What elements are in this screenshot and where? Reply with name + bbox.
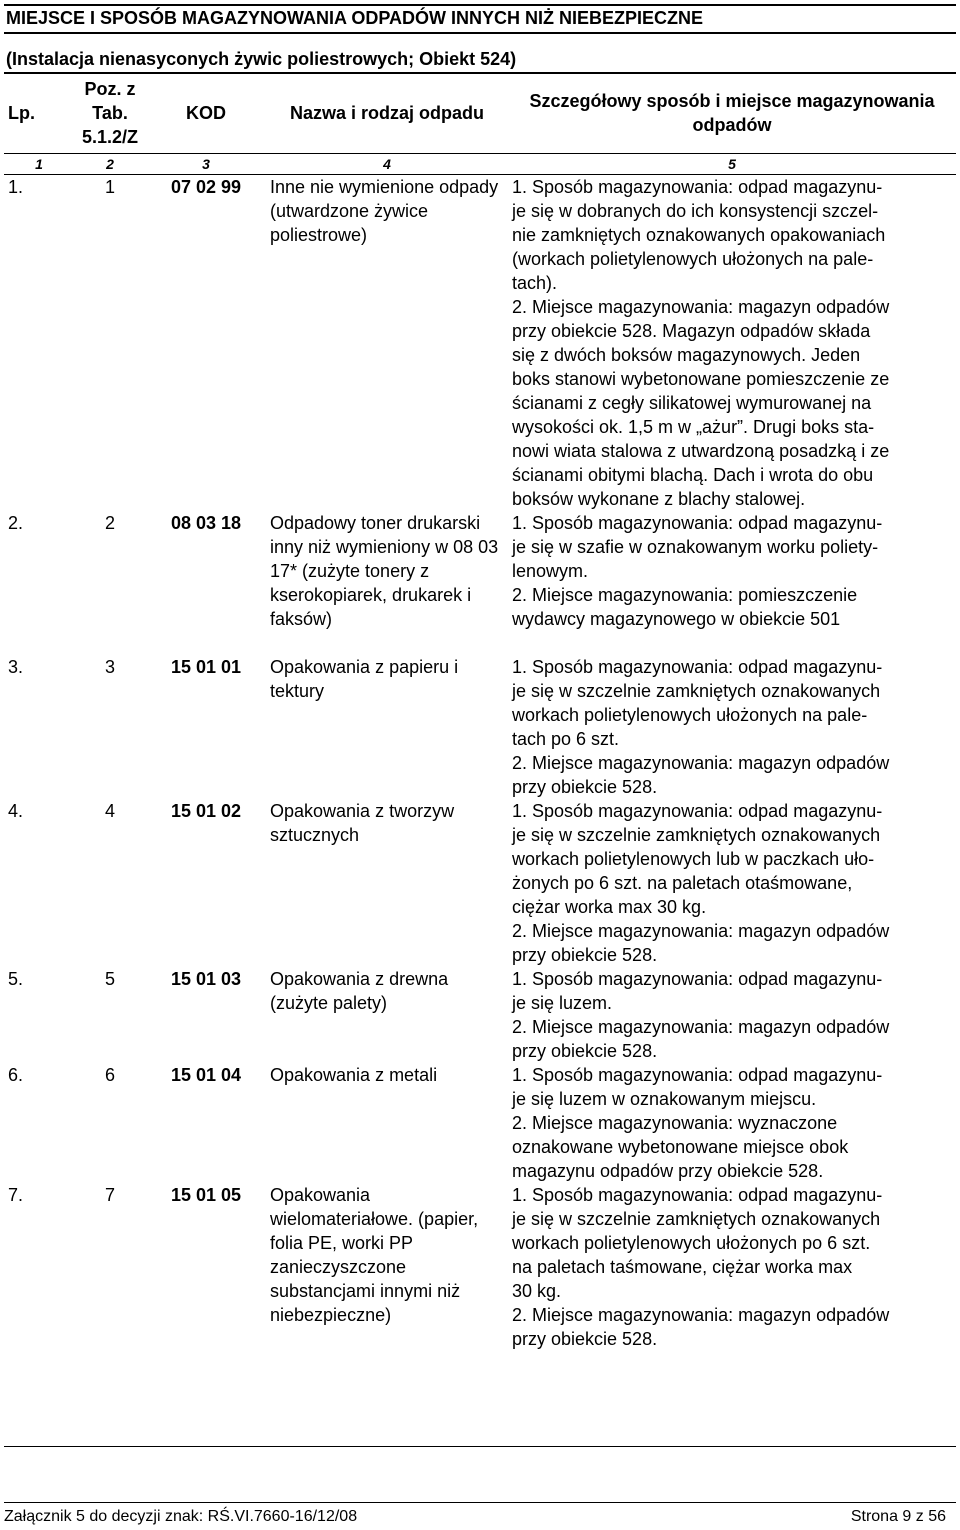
description-line: 2. Miejsce magazynowania: pomieszczenie <box>512 584 858 605</box>
row-storage-description <box>508 655 956 799</box>
description-line: żonych po 6 szt. na paletach otaśmowane, <box>512 872 853 893</box>
description-line: przy obiekcie 528. Magazyn odpadów składa <box>512 320 871 341</box>
column-number-row <box>4 153 956 174</box>
row-storage-description <box>508 799 956 967</box>
description-line: ścianami z cegły silikatowej wymurowanej na <box>512 392 872 413</box>
description-line: lenowym. <box>512 560 589 581</box>
row-kod: 15 01 03 <box>170 968 242 989</box>
description-line: 2. Miejsce magazynowania: magazyn odpadów <box>512 296 890 317</box>
description-line: je się luzem w oznakowanym miejscu. <box>512 1088 817 1109</box>
header-lp: Lp. <box>4 73 74 153</box>
row-poz: 5 <box>104 968 115 989</box>
row-lp: 7. <box>4 1183 74 1447</box>
description-line: 1. Sposób magazynowania: odpad magazynu- <box>512 1064 883 1085</box>
row-storage-description <box>508 511 956 655</box>
header-kod: KOD <box>146 73 266 153</box>
description-line: ścianami obitymi blachą. Dach i wrota do obu <box>512 464 874 485</box>
waste-storage-table <box>4 72 956 1447</box>
column-number: 4 <box>266 153 508 174</box>
header-row <box>4 73 956 153</box>
table-row <box>4 967 956 1063</box>
row-storage-description <box>508 1063 956 1183</box>
description-line: tach po 6 szt. <box>512 728 620 749</box>
row-waste-name: Odpadowy toner drukarski inny niż wymieniony w 08 03 17* (zużyte tonery z kserokopiarek, drukarek i faksów) <box>270 512 499 629</box>
row-lp: 2. <box>8 512 24 533</box>
description-line: (workach polietylenowych ułożonych na pale- <box>512 248 874 269</box>
column-number: 2 <box>74 153 146 174</box>
document-title: MIEJSCE I SPOSÓB MAGAZYNOWANIA ODPADÓW INNYCH NIŻ NIEBEZPIECZNE <box>4 4 956 34</box>
description-line: oznakowane wybetonowane miejsce obok <box>512 1136 849 1157</box>
row-waste-name: Opakowania z tworzyw sztucznych <box>270 800 455 845</box>
row-kod: 15 01 01 <box>170 656 242 677</box>
row-storage-description <box>508 1183 956 1447</box>
description-line: je się w szczelnie zamkniętych oznakowanych <box>512 680 881 701</box>
row-poz: 3 <box>104 656 115 677</box>
table-row <box>4 511 956 655</box>
column-number: 1 <box>4 153 74 174</box>
header-poz: Poz. z Tab. 5.1.2/Z <box>74 73 146 153</box>
table-row <box>4 799 956 967</box>
row-lp: 4. <box>8 800 24 821</box>
table-row <box>4 655 956 799</box>
row-lp: 1. <box>8 176 24 197</box>
description-line: 1. Sposób magazynowania: odpad magazynu- <box>512 656 883 677</box>
row-storage-description <box>508 967 956 1063</box>
description-line: wysokości ok. 1,5 m w „ażur”. Drugi boks sta- <box>512 416 875 437</box>
row-poz: 4 <box>104 800 115 821</box>
row-poz: 7 <box>74 1183 146 1447</box>
description-line: 1. Sposób magazynowania: odpad magazynu- <box>512 176 883 197</box>
description-line: boksów wykonane z blachy stalowej. <box>512 488 806 509</box>
description-line: workach polietylenowych ułożonych po 6 szt. <box>512 1232 871 1253</box>
description-line: tach). <box>512 272 558 293</box>
row-waste-name: Opakowania wielomateriałowe. (papier, folia PE, worki PP zanieczyszczone substancjami innymi niż niebezpieczne) <box>266 1183 508 1447</box>
row-waste-name: Opakowania z drewna (zużyte palety) <box>270 968 449 1013</box>
description-line: je się w szafie w oznakowanym worku poliety- <box>512 536 879 557</box>
row-kod: 08 03 18 <box>170 512 242 533</box>
row-lp: 5. <box>8 968 24 989</box>
description-line: nowi wiata stalowa z utwardzoną posadzką i ze <box>512 440 890 461</box>
description-line: je się w dobranych do ich konsystencji szczel- <box>512 200 879 221</box>
description-line: je się w szczelnie zamkniętych oznakowanych <box>512 824 881 845</box>
header-desc: Szczegółowy sposób i miejsce magazynowania odpadów <box>508 73 956 153</box>
row-poz: 1 <box>104 176 115 197</box>
description-line: przy obiekcie 528. <box>512 1040 658 1061</box>
footer-divider <box>4 1502 956 1503</box>
header-name: Nazwa i rodzaj odpadu <box>266 73 508 153</box>
row-lp: 6. <box>8 1064 24 1085</box>
description-line: ciężar worka max 30 kg. <box>512 896 707 917</box>
description-line: nie zamkniętych oznakowanych opakowaniach <box>512 224 886 245</box>
row-storage-description <box>508 174 956 511</box>
footer-reference: Załącznik 5 do decyzji znak: RŚ.VI.7660-16/12/08 <box>4 1508 358 1525</box>
description-line: wydawcy magazynowego w obiekcie 501 <box>512 608 841 629</box>
description-line: workach polietylenowych ułożonych na pale- <box>512 704 868 725</box>
description-line: przy obiekcie 528. <box>512 776 658 797</box>
description-line: 2. Miejsce magazynowania: magazyn odpadów <box>512 752 890 773</box>
row-kod: 15 01 04 <box>170 1064 242 1085</box>
row-waste-name: Inne nie wymienione odpady (utwardzone żywice poliestrowe) <box>270 176 499 245</box>
row-kod: 15 01 02 <box>170 800 242 821</box>
description-line: 2. Miejsce magazynowania: magazyn odpadów <box>512 1304 890 1325</box>
row-waste-name: Opakowania z papieru i tektury <box>270 656 459 701</box>
description-line: 1. Sposób magazynowania: odpad magazynu- <box>512 800 883 821</box>
row-waste-name: Opakowania z metali <box>270 1064 438 1085</box>
description-line: je się w szczelnie zamkniętych oznakowanych <box>512 1208 881 1229</box>
description-line: 2. Miejsce magazynowania: magazyn odpadów <box>512 1016 890 1037</box>
description-line: się z dwóch boksów magazynowych. Jeden <box>512 344 861 365</box>
description-line: workach polietylenowych lub w paczkach uło- <box>512 848 875 869</box>
footer-page-number: Strona 9 z 56 <box>850 1508 946 1525</box>
description-line: je się luzem. <box>512 992 613 1013</box>
table-row <box>4 1183 956 1447</box>
description-line: 1. Sposób magazynowania: odpad magazynu- <box>512 1184 883 1205</box>
column-number: 3 <box>146 153 266 174</box>
column-number: 5 <box>508 153 956 174</box>
description-line: boks stanowi wybetonowane pomieszczenie ze <box>512 368 890 389</box>
description-line: przy obiekcie 528. <box>512 1328 658 1349</box>
row-kod: 15 01 05 <box>146 1183 266 1447</box>
table-row <box>4 174 956 511</box>
description-line: 2. Miejsce magazynowania: wyznaczone <box>512 1112 838 1133</box>
document-subtitle: (Instalacja nienasyconych żywic poliestrowych; Obiekt 524) <box>6 49 517 69</box>
row-kod: 07 02 99 <box>170 176 242 197</box>
description-line: 1. Sposób magazynowania: odpad magazynu- <box>512 968 883 989</box>
row-poz: 6 <box>104 1064 115 1085</box>
description-line: przy obiekcie 528. <box>512 944 658 965</box>
description-line: 2. Miejsce magazynowania: magazyn odpadów <box>512 920 890 941</box>
description-line: na paletach taśmowane, ciężar worka max <box>512 1256 853 1277</box>
row-lp: 3. <box>8 656 24 677</box>
description-line: 30 kg. <box>512 1280 562 1301</box>
description-line: magazynu odpadów przy obiekcie 528. <box>512 1160 824 1181</box>
row-poz: 2 <box>104 512 115 533</box>
table-row <box>4 1063 956 1183</box>
description-line: 1. Sposób magazynowania: odpad magazynu- <box>512 512 883 533</box>
